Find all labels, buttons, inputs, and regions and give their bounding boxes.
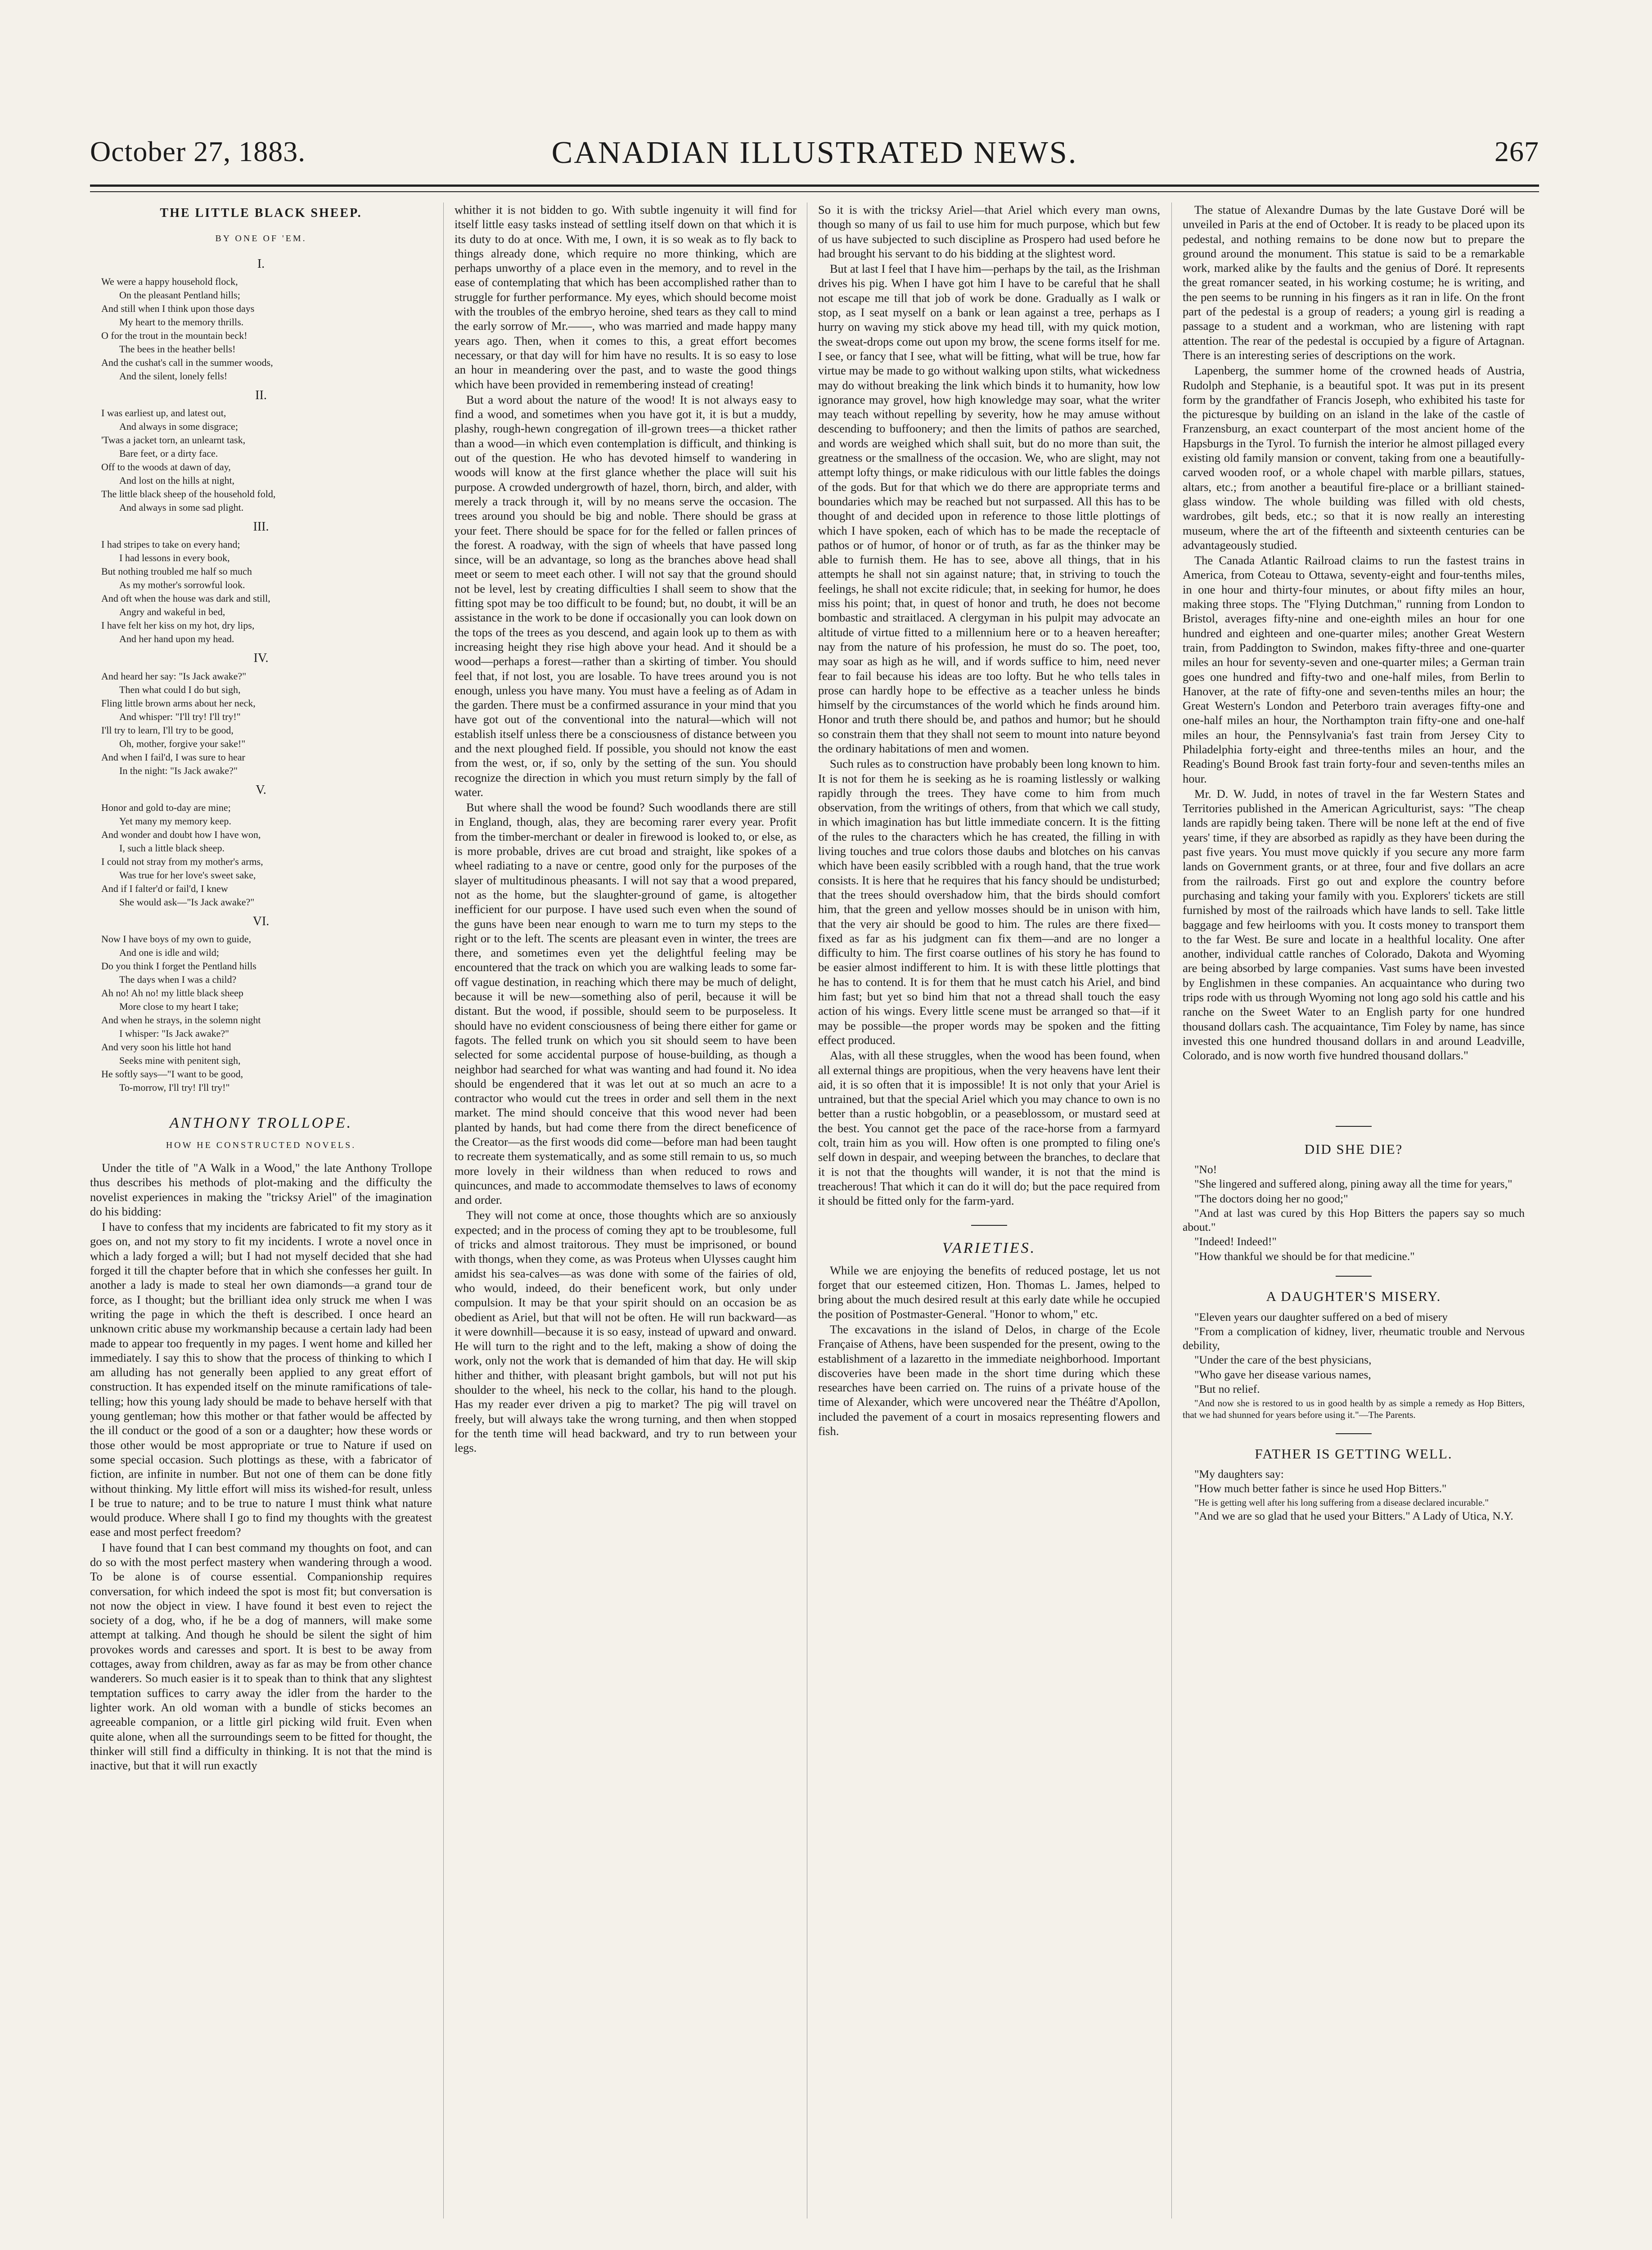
paragraph: Alas, with all these struggles, when the wood has been found, when all external things are propitious, when the very heavens have lent their aid, it is so often that it is impossible! It is not only that your Ariel is untrained, but that the special Ariel which you may chance to own is no better than a rustic hobgoblin, or a peaseblossom, or mustard seed at the best. You cannot get the pace of the race-horse from a farmyard colt, train him as you will. How often is one prompted to filing one's self down in despair, and weeping between the branches, to declare that it is not that the thoughts will wander, it is not that the mind is treacherous! That which it can do it will do; but the pace required from it should be fitted only for the farm-yard. (818, 1048, 1160, 1208)
column-1 (90, 202, 432, 2228)
poem-line: The little black sheep of the household fold, (101, 488, 276, 500)
ad-line: "Under the care of the best physicians, (1194, 1353, 1372, 1367)
poem-line: I'll try to learn, I'll try to be good, (101, 724, 234, 736)
poem-line: Do you think I forget the Pentland hills (101, 960, 257, 972)
ad-line: "My daughters say: (1194, 1467, 1284, 1480)
ad-line: "Indeed! Indeed!" (1194, 1235, 1277, 1248)
ad-small-print: "He is getting well after his long suffering from a disease declared incurable." (1194, 1497, 1489, 1508)
ad-line: "Who gave her disease various names, (1194, 1368, 1371, 1381)
ad-title: A DAUGHTER'S MISERY. (1266, 1288, 1441, 1305)
article-heading: ANTHONY TROLLOPE. (169, 1115, 353, 1132)
varieties-body-col3 (818, 1263, 1160, 1439)
column-divider (1171, 202, 1172, 2218)
paragraph: Mr. D. W. Judd, in notes of travel in the far Western States and Territories published in the American Agriculturist, says: "The cheap lands are rapidly being taken. There will be none left at the end of five years' time, if they are absorbed as rapidly as they have been during the past five years. You must move quickly if you secure any more farm lands on Government grants, or at three, four and five dollars an acre from the railroads. First go out and explore the country before purchasing and taking your family with you. Explorers' tickets are still furnished by most of the railroads which have lands to sell. Take little baggage and few heirlooms with you. It costs money to transport them to the far West. Be sure and locate in a healthful locality. One after another, individual cattle ranches of Colorado, Dakota and Wyoming are being absorbed by large companies. Vast sums have been invested by Englishmen in these companies. An acquaintance who during two trips rode with us through Wyoming not long ago sold his cattle and his ranche on the Sweet Water to an English party for one hundred thousand dollars cash. The acquaintance, Tim Foley by name, has since invested this one hundred thousand dollars in and around Leadville, Colorado, and is now worth five hundred thousand dollars." (1183, 787, 1525, 1062)
paragraph: But a word about the nature of the wood! It is not always easy to find a wood, and sometimes when you have got it, it is but a muddy, plashy, rough-hewn congregation of ill-grown trees—a thicket rather than a wood—in which even contemplation is difficult, and thinking is out of the question. He who has devoted himself to wandering in woods will know at the first glance whether the place will suit his purpose. A crowded undergrowth of hazel, thorn, birch, and alder, with merely a track through it, will by no means serve the occasion. The trees around you should be big and noble. There should be grass at your feet. There should be space for for the felled or fallen princes of the forest. A roadway, with the sign of wheels that have passed long since, will be an advantage, so long as the branches above head shall meet or seem to meet each other. I will not say that the ground should not be level, lest by creating difficulties I shall seem to show that the fitting spot may be too difficult to be found; but, no doubt, it will be an assistance in the work to be done if occasionally you can look down on the tops of the trees as you descend, and again look up to them as with increasing height they rise high above your head. And it should be a wood—perhaps a forest—rather than a skirting of timber. You should feel that, if not lost, you are losable. To have trees around you is not enough, unless you have many. You must have a feeling as of Adam in the garden. There must be a confirmed assurance in your mind that you have got out of the conventional into the natural—which will not establish itself unless there be a consciousness of distance between you and the next ploughed field. If possible, you should not know the east from the west, or, if so, only by the setting of the sun. You should recognize the direction in which you must return simply by the fall of water. (455, 392, 797, 799)
article-body-col1 (90, 1161, 432, 1773)
poem-line: I have felt her kiss on my hot, dry lips, (101, 620, 255, 631)
poem-line: Was true for her love's sweet sake, (119, 869, 256, 881)
poem-line: And heard her say: "Is Jack awake?" (101, 670, 247, 682)
poem-line: Then what could I do but sigh, (119, 684, 241, 695)
poem-line: Seeks mine with penitent sigh, (119, 1055, 241, 1066)
poem-line: And her hand upon my head. (119, 633, 234, 645)
stanza (90, 275, 432, 383)
issue-date: October 27, 1883. (90, 135, 306, 167)
paragraph: Such rules as to construction have probably been long known to him. It is not for them he is seeking as he is roaming listlessly or walking rapidly through the trees. They have come to him from much observation, from the writings of others, from that which we call study, in which imagination has but little immediate concern. It is the fitting of the rules to the characters which he has created, the filling in with living touches and true colors those daubs and blotches on his canvas which have been easily scribbled with a rough hand, that the true work consists. It is here that he requires that his fancy should be undisturbed; that the trees should overshadow him, that the birds should comfort him, that the green and yellow mosses should be in unison with him, that the very air should be good to him. The rules are there fixed—fixed as far as his judgment can fix them—and are no longer a difficulty to him. The first coarse outlines of his story he has found to be easier almost indifferent to him. It is with these little plottings that he has to contend. It is for them that he must catch his Ariel, and bind him fast; but yet so bind him that not a thread shall touch the easy action of his wings. Every little scene must be arranged so that—if it may be possible—the proper words may be spoken and the fitting effect produced. (818, 757, 1160, 1047)
masthead-rule (90, 184, 1539, 192)
poem-line: The bees in the heather bells! (119, 343, 236, 355)
poem-line: The days when I was a child? (119, 974, 237, 986)
stanza (90, 670, 432, 778)
stanza-number: I. (257, 256, 265, 271)
page-number: 267 (1494, 135, 1539, 167)
ad-line: "And at last was cured by this Hop Bitters the papers say so much about." (1183, 1206, 1525, 1233)
poem-line: We were a happy household flock, (101, 275, 238, 287)
section-divider (971, 1225, 1007, 1226)
paragraph: The statue of Alexandre Dumas by the late Gustave Doré will be unveiled in Paris at the end of October. It is ready to be placed upon its pedestal, and nothing remains to be done now but to prepare the ground around the monument. This statue is said to be a remarkable work, marked alike by the faults and the genius of Doré. It represents the great romancer seated, in his working costume; he is writing, and the pen seems to be running in his fingers as it ran in life. On the front part of the pedestal is a group of readers; a young girl is reading a passage to a student and a workman, who are listening with rapt attention. The rear of the pedestal is occupied by a figure of Artagnan. There is an interesting series of descriptions on the work. (1183, 203, 1525, 362)
poem-line: Angry and wakeful in bed, (119, 606, 225, 618)
poem-line: And if I falter'd or fail'd, I knew (101, 883, 228, 895)
paragraph: The excavations in the island of Delos, in charge of the Ecole Française of Athens, have been suspended for the present, owing to the establishment of a lazaretto in the immediate neighborhood. Important discoveries have been made in the short time during which these researches have been carried on. The ruins of a private house of the time of Alexander, which were uncovered near the Théâtre d'Apollon, included the pavement of a court in mosaics representing flowers and fish. (818, 1322, 1160, 1438)
column-2 (455, 202, 797, 2228)
poem-line: And always in some disgrace; (119, 421, 238, 432)
stanza (90, 538, 432, 646)
ad-line: "How thankful we should be for that medicine." (1194, 1249, 1415, 1263)
poem-line: And oft when the house was dark and still, (101, 593, 270, 604)
advertisements (1183, 1142, 1525, 1523)
section-divider (1336, 1126, 1372, 1127)
poem-line: And lost on the hills at night, (119, 475, 235, 486)
poem-line: I had lessons in every book, (119, 552, 230, 564)
poem-line: And when I fail'd, I was sure to hear (101, 751, 245, 763)
poem-line: As my mother's sorrowful look. (119, 579, 245, 591)
poem-line: My heart to the memory thrills. (119, 316, 244, 328)
poem-line: Honor and gold to-day are mine; (101, 802, 231, 814)
stanza (90, 801, 432, 909)
masthead (90, 135, 1539, 189)
stanza-number: IV. (253, 651, 269, 666)
paragraph: Under the title of "A Walk in a Wood," the late Anthony Trollope thus describes his methods of plot-making and the difficulty the novelist experiences in making the "tricksy Ariel" of the imagination do his bidding: (90, 1161, 432, 1218)
poem-line: And still when I think upon those days (101, 302, 255, 314)
paragraph: But at last I feel that I have him—perhaps by the tail, as the Irishman drives his pig. When I have got him I have to be careful that he shall not escape me till that job of work be done. Gradually as I walk or stop, as I seat myself on a bank or lean against a tree, perhaps as I hurry on waving my stick above my head till, with my quick motion, the sweat-drops come out upon my brow, the scene forms itself for me. I see, or fancy that I see, what will be fitting, what will be true, how far virtue may be made to go without walking upon stilts, what wickedness may do without breaking the link which binds it to humanity, how low ignorance may grovel, how high knowledge may soar, what the writer may teach without repelling by severity, how he may amuse without descending to buffoonery; and then the limits of pathos are searched, and words are weighed which shall suit, but do no more than suit, the greatness or the smallness of the occasion. We, who are slight, may not attempt lofty things, or make ridiculous with our little fables the doings of the gods. But for that which we do there are appropriate terms and boundaries which may be reached but not surpassed. All this has to be thought of and decided upon in reference to those little plottings of which I have spoken, each of which has to be made the receptacle of pathos or of humor, of honor or of truth, as far as the thinker may be able to furnish them. He has to see, above all things, that in his attempts he shall not sin against nature; that, in striving to touch the feelings, he shall not excite ridicule; that, in seeking for humor, he does miss his point; that, in quest of honor and truth, he does not become bombastic and straitlaced. A clergyman in his pulpit may advocate an altitude of virtue fitted to a millennium here or to a heaven hereafter; nay from the nature of his profession, he must do so. The poet, too, may soar as high as he will, and if words suffice to him, need never fear to fail because his ideas are too lofty. But he who tells tales in prose can hardly hope to be effective as a teacher unless he binds himself by the circumstances of the world which he finds around him. Honor and truth there should be, and pathos and humor; but he should so constrain them that they shall not seem to mount into nature beyond the ordinary habitations of men and women. (818, 262, 1160, 755)
paragraph: While we are enjoying the benefits of reduced postage, let us not forget that our esteemed citizen, Hon. Thomas L. James, helped to bring about the much desired result at this early date while he occupied the position of Postmaster-General. "Honor to whom," etc. (818, 1263, 1160, 1321)
stanza-number: V. (256, 783, 266, 797)
poem-byline: BY ONE OF 'EM. (215, 234, 307, 244)
poem-line: And wonder and doubt how I have won, (101, 829, 261, 841)
ad-line: "But no relief. (1194, 1382, 1260, 1396)
poem-line: She would ask—"Is Jack awake?" (119, 896, 255, 908)
ad-line: "No! (1194, 1162, 1217, 1176)
paragraph: So it is with the tricksy Ariel—that Ariel which every man owns, though so many of us fail to use him for much purpose, which but few of us have subjected to such discipline as Prospero had used before he had brought his servant to do his bidding at the slightest word. (818, 203, 1160, 260)
varieties-heading: VARIETIES. (942, 1240, 1036, 1257)
article-body-col2 (455, 202, 797, 1455)
ad-small-print: "And now she is restored to us in good health by as simple a remedy as Hop Bitters, that we had shunned for years before using it."—The Parents. (1183, 1397, 1525, 1420)
poem-line: To-morrow, I'll try! I'll try!" (119, 1082, 230, 1094)
stanza-number: VI. (252, 914, 270, 929)
column-4 (1183, 202, 1525, 2228)
paragraph: I have to confess that my incidents are fabricated to fit my story as it goes on, and not my story to fit my incidents. I wrote a novel once in which a lady forged a will; but I had not myself decided that she had forged it till the chapter before that in which she confesses her guilt. In another a lady is made to steal her own diamonds—a grand tour de force, as I thought; but the brilliant idea only struck me when I was writing the page in which the theft is described. I once heard an unknown critic abuse my workmanship because a certain lady had been made to appear too frequently in my pages. I went home and killed her immediately. I say this to show that the process of thinking to which I am alluding has not generally been applied to any great effort of construction. It has expended itself on the minute ramifications of tale-telling; how this young lady should be made to behave herself with that young gentleman; how this mother or that father would be affected by the ill conduct or the good of a son or a daughter; how these words or those other would be most appropriate or true to Nature if used on some special occasion. Such plottings as these, with a fabricator of fiction, are infinite in number. But not one of them can be done fitly without thinking. My little effort will miss its wished-for result, unless I be true to nature; and to be true to nature I must think what nature would produce. Where shall I go to find my thoughts with the greatest ease and most perfect freedom? (90, 1220, 432, 1539)
poem-title: THE LITTLE BLACK SHEEP. (160, 206, 362, 220)
poem-line: Ah no! Ah no! my little black sheep (101, 987, 243, 999)
poem-line: I could not stray from my mother's arms, (101, 856, 263, 868)
poem-line: I whisper: "Is Jack awake?" (119, 1028, 229, 1040)
poem-line: And when he strays, in the solemn night (101, 1014, 261, 1026)
poem-line: I had stripes to take on every hand; (101, 539, 240, 550)
poem-line: And always in some sad plight. (119, 502, 244, 513)
poem-line: And the silent, lonely fells! (119, 370, 228, 382)
poem-line: Now I have boys of my own to guide, (101, 933, 252, 945)
article-body-col3 (818, 202, 1160, 1208)
ad-title: FATHER IS GETTING WELL. (1255, 1445, 1453, 1462)
poem-line: I, such a little black sheep. (119, 842, 225, 854)
paragraph: Lapenberg, the summer home of the crowned heads of Austria, Rudolph and Stephanie, is a beautiful spot. It was put in its present form by the grandfather of Francis Joseph, who exhibited his taste for the picturesque by building on an island in the lake of the castle of Franzensburg, an exact counterpart of the most ancient home of the Hapsburgs in the Tyrol. To furnish the interior he almost pillaged every existing old family mansion or convent, taking from one a beautifully-carved wooden roof, or a whole chapel with marble pillars, statues, altars, etc.; from another a beautiful fire-place or a brilliant stained-glass window. The whole building was filled with old chests, wardrobes, gilt beds, etc.; so that it is now really an interesting museum, where the art of the fifteenth and sixteenth centuries can be advantageously studied. (1183, 364, 1525, 552)
advertisement (1183, 1142, 1525, 1264)
paragraph: whither it is not bidden to go. With subtle ingenuity it will find for itself little easy tasks instead of settling itself down on that which it is its duty to do at once. With me, I own, it is so weak as to fly back to things already done, which require no more thinking, which are perhaps unworthy of a place even in the memory, and to revel in the ease of contemplating that which has been accomplished rather than to struggle for further performance. My eyes, which should become moist with the troubles of the embryo heroine, shed tears as they call to mind the early sorrow of Mr.——, who was married and made happy many years ago. Then, when it comes to this, a great effort becomes necessary, or that day will for him have no results. It is so easy to lose an hour in meandering over the past, and to waste the good things which have been provided in remembering instead of creating! (455, 203, 797, 391)
advertisement (1183, 1289, 1525, 1420)
poem-line: O for the trout in the mountain beck! (101, 329, 248, 341)
ad-divider (1336, 1276, 1372, 1277)
poem-line: More close to my heart I take; (119, 1001, 239, 1012)
ad-title: DID SHE DIE? (1304, 1141, 1403, 1157)
article-subheading: HOW HE CONSTRUCTED NOVELS. (166, 1140, 356, 1150)
paragraph: They will not come at once, those thoughts which are so anxiously expected; and in the process of coming they apt to be troublesome, full of tricks and almost traitorous. They must be imprisoned, or bound with thongs, when they come, as was Proteus when Ulysses caught him amidst his sea-calves—as was done with some of the fairies of old, who would, indeed, do their beneficent work, but only under compulsion. It may be that your spirit should on an occasion be as obedient as Ariel, but that will not be often. He will run backward—as it were downhill—because it is so easy, instead of upward and onward. He will turn to the right and to the left, making a show of doing the work, only not the work that is demanded of him that day. He will skip hither and thither, with pleasant bright gambols, but will not put his shoulder to the wheel, his neck to the collar, his hand to the plough. Has my reader ever driven a pig to market? The pig will travel on freely, but will always take the wrong turning, and then when stopped for the tenth time will head backward, and try to run between your legs. (455, 1208, 797, 1455)
poem-line: Fling little brown arms about her neck, (101, 697, 256, 709)
poem-line: I was earliest up, and latest out, (101, 407, 226, 419)
poem-line: Oh, mother, forgive your sake!" (119, 738, 246, 749)
poem-line: And very soon his little hot hand (101, 1041, 231, 1053)
newspaper-title: CANADIAN ILLUSTRATED NEWS. (551, 135, 1078, 170)
column-divider (443, 202, 444, 2218)
ad-divider (1336, 1433, 1372, 1434)
paragraph: The Canada Atlantic Railroad claims to run the fastest trains in America, from Coteau to Ottawa, seventy-eight and four-tenths miles, in one hour and thirty-four minutes, or about fifty miles an hour, making three stops. The "Flying Dutchman," running from London to Bristol, averages fifty-nine and one-eighth miles an hour for one hundred and eighteen and one-quarter miles; another Great Western train, from Paddington to Swindon, makes fifty-three and one-quarter miles an hour for seventy-seven and one-quarter miles; a German train goes one hundred and fifty-two and one-half miles, from Berlin to Hanover, at the rate of fifty-one and seven-tenths miles an hour; the Great Western's London and Peterboro train averages fifty-one and one-half miles an hour, the Northampton train fifty-one and one-half miles an hour, the Pennsylvania's fast train from Jersey City to Philadelphia forty-eight and three-tenths miles an hour, and the Reading's Bound Brook fast train forty-four and seven-tenths miles an hour. (1183, 554, 1525, 785)
varieties-body-col4 (1183, 202, 1525, 1063)
ad-line: "How much better father is since he used Hop Bitters." (1194, 1482, 1447, 1495)
stanza (90, 406, 432, 514)
poem-line: He softly says—"I want to be good, (101, 1068, 243, 1080)
stanza-number: II. (255, 388, 267, 402)
poem-line: But nothing troubled me half so much (101, 566, 252, 577)
paragraph: But where shall the wood be found? Such woodlands there are still in England, though, alas, they are becoming rarer every year. Profit from the timber-merchant or dealer in firewood is looked to, or else, as is more probable, drives are cut broad and straight, like spokes of a wheel radiating to a nave or centre, good only for the purposes of the slayer of multitudinous pheasants. I will not say that a wood prepared, not as the home, but the slaughter-ground of game, is altogether inefficient for our purpose. I have used such even when the sound of the guns have been near enough to warn me to turn my steps to the right or to the left. The scents are pleasant even in winter, the trees are there, and sometimes even yet the delightful feeling may be encountered that the track on which you are walking leads to some far-off vague destination, in reaching which there may be much of delight, because it will be new—something also of peril, because it will be distant. But the wood, if possible, should seem to be purposeless. It should have no evident consciousness of being there either for game or fagots. The felled trunk on which you sit should seem to have been selected for some accidental purpose of house-building, as though a neighbor had searched for what was wanting and had found it. No idea should be engendered that it was let out at so much an acre to a contractor who would cut the trees in order and sell them in the next market. The mind should conceive that this wood never had been planted by hands, but had come there from the direct beneficence of the Creator—as the first woods did come—before man had been taught to recreate them systematically, and as some still remain to us, so much more lovely in their wildness than when reduced to rows and quincunces, and made to accommodate themselves to laws of economy and order. (455, 801, 797, 1207)
ad-line: "She lingered and suffered along, pining away all the time for years," (1194, 1177, 1512, 1191)
poem-stanzas (90, 257, 432, 1095)
column-3 (818, 202, 1160, 2228)
advertisement (1183, 1447, 1525, 1523)
poem-line: Yet many my memory keep. (119, 815, 231, 827)
poem-line: 'Twas a jacket torn, an unlearnt task, (101, 434, 246, 446)
poem-line: And whisper: "I'll try! I'll try!" (119, 711, 241, 722)
poem-line: And the cushat's call in the summer woods, (101, 356, 273, 368)
paragraph: I have found that I can best command my thoughts on foot, and can do so with the most perfect mastery when wandering through a wood. To be alone is of course essential. Companionship requires conversation, for which indeed the spot is most fit; but conversation is not now the object in view. I have found it best even to reject the society of a dog, who, if he be a dog of manners, will make some attempt at talking. And though he should be silent the sight of him provokes words and caresses and sport. It is best to be away from cottages, away from children, away as far as may be from other chance wanderers. So much easier is it to speak than to think that any slightest temptation suffices to carry away the idler from the harder to the lighter work. An old woman with a bundle of sticks becomes an agreeable companion, or a little girl picking wild fruit. Even when quite alone, when all the surroundings seem to be fitted for thought, the thinker will still find a difficulty in thinking. It is not that the mind is inactive, but that it will run exactly (90, 1540, 432, 1773)
poem-line: In the night: "Is Jack awake?" (119, 765, 238, 776)
poem-line: On the pleasant Pentland hills; (119, 289, 240, 301)
ad-line: "Eleven years our daughter suffered on a bed of misery (1194, 1310, 1448, 1323)
poem-line: Bare feet, or a dirty face. (119, 448, 218, 459)
ad-line: "From a complication of kidney, liver, rheumatic trouble and Nervous debility, (1183, 1325, 1525, 1352)
ad-line: "The doctors doing her no good;" (1194, 1192, 1348, 1205)
ad-closing: "And we are so glad that he used your Bitters." A Lady of Utica, N.Y. (1194, 1509, 1513, 1522)
poem-line: Off to the woods at dawn of day, (101, 461, 231, 473)
poem-line: And one is idle and wild; (119, 947, 219, 958)
stanza (90, 932, 432, 1094)
stanza-number: III. (253, 520, 269, 534)
